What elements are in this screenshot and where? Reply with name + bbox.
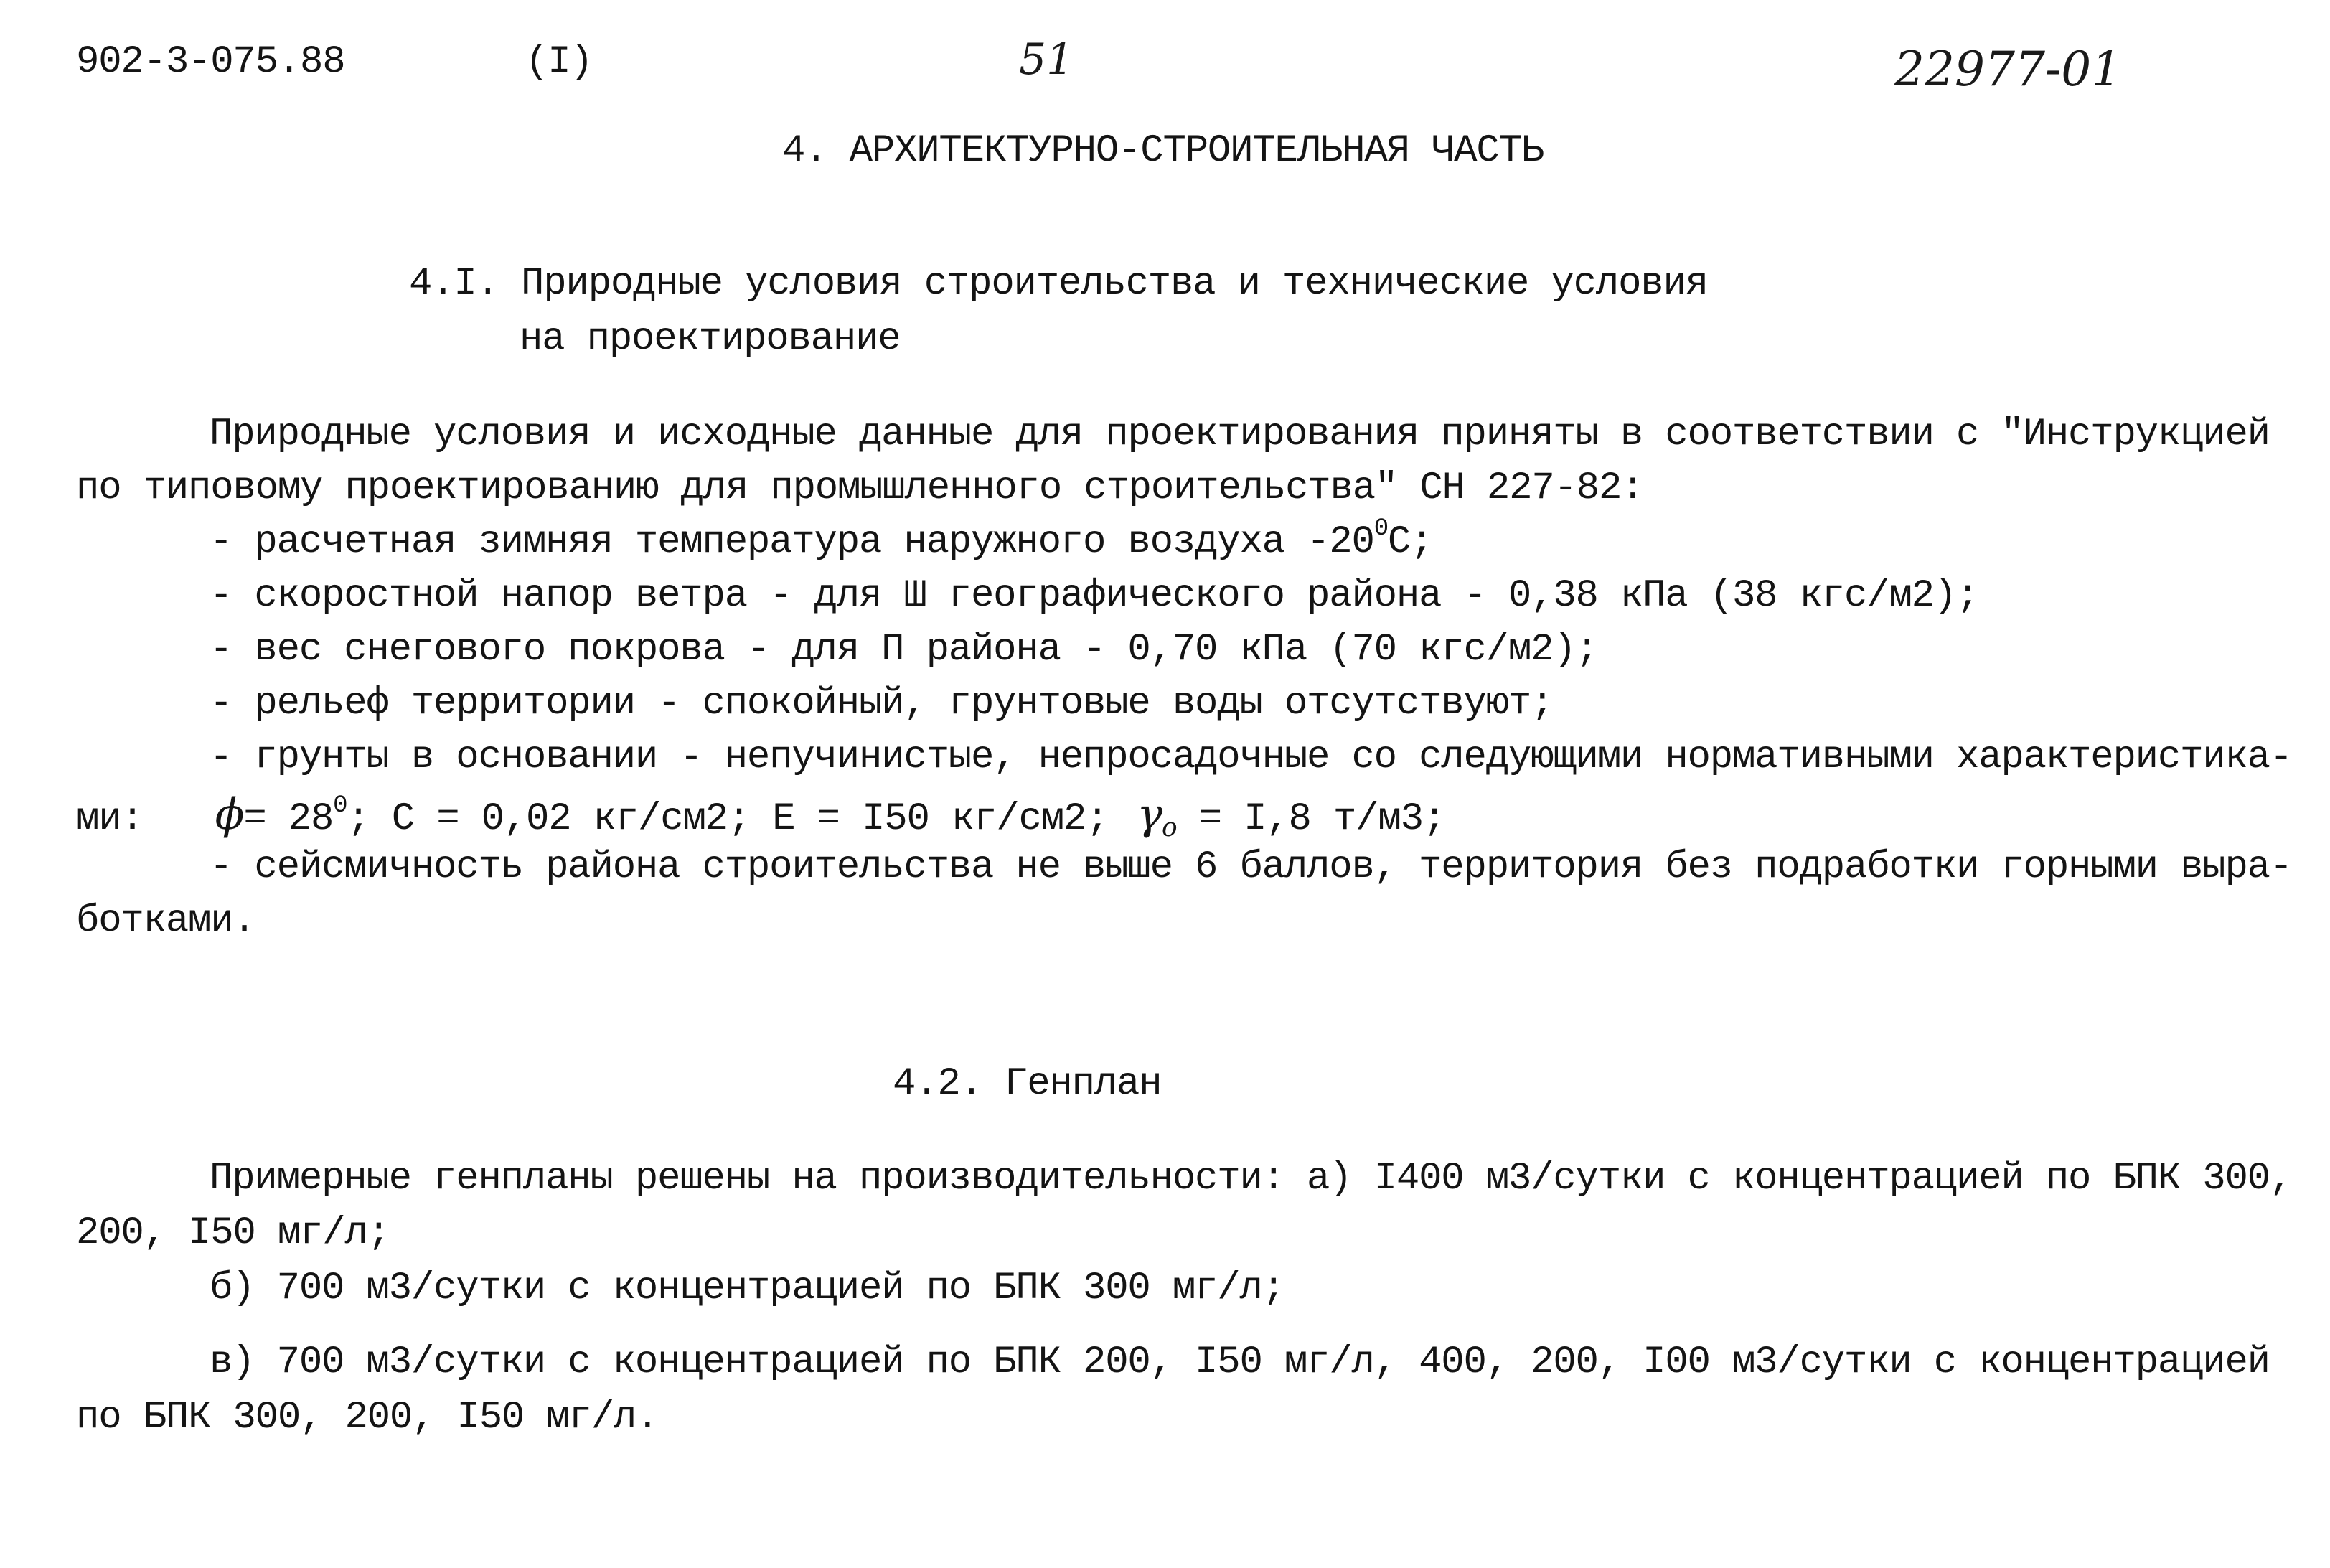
degree-mark: 0 (1373, 515, 1388, 543)
intro-line2: по типовому проектированию для промышленного строительства" СН 227-82: (76, 466, 1644, 510)
soil-parameters: ; С = 0,02 кг/см2; Е = I50 кг/см2; (347, 797, 1109, 841)
item-soils-prefix: ми: (76, 797, 144, 841)
subsection-4-2-title: 4.2. Генплан (893, 1062, 1162, 1106)
genplan-para-a-line1: Примерные генпланы решены на производительности: а) I400 м3/сутки с концентрацией по БПК 300, (210, 1157, 2293, 1201)
phi-symbol: ϕ (215, 789, 244, 840)
gamma-symbol (1137, 789, 1176, 840)
section-title: 4. АРХИТЕКТУРНО-СТРОИТЕЛЬНАЯ ЧАСТЬ (782, 129, 1544, 173)
item-seismic-line1: - сейсмичность района строительства не выше 6 баллов, территория без подработки горными выра- (210, 845, 2293, 889)
item-soils-line2 (76, 789, 1445, 842)
item-soils-line1: - грунты в основании - непучинистые, непросадочные со следующими нормативными характеристика- (210, 736, 2293, 779)
item-snow-load: - вес снегового покрова - для П района - 0,70 кПа (70 кгс/м2); (210, 628, 1598, 672)
genplan-para-a-line2: 200, I50 мг/л; (76, 1211, 390, 1255)
page-number: 51 (1019, 34, 1074, 85)
item-winter-temperature-text: - расчетная зимняя температура наружного воздуха -20 (210, 520, 1374, 564)
item-relief: - рельеф территории - спокойный, грунтовые воды отсутствуют; (210, 682, 1554, 726)
item-seismic-line2: ботками. (76, 899, 255, 943)
item-winter-temperature-tail: С; (1387, 520, 1433, 564)
genplan-para-c-line2: по БПК 300, 200, I50 мг/л. (76, 1396, 659, 1440)
subsection-4-1-title-line2: на проектирование (520, 317, 901, 361)
gamma-letter: γ (1137, 789, 1162, 840)
gamma-value: = I,8 т/м3; (1176, 797, 1445, 841)
item-wind-pressure: - скоростной напор ветра - для Ш географического района - 0,38 кПа (38 кгс/м2); (210, 574, 1979, 618)
genplan-para-c-line1: в) 700 м3/сутки с концентрацией по БПК 200, I50 мг/л, 400, 200, I00 м3/сутки с концентрацией (210, 1341, 2270, 1384)
gamma-subscript: o (1162, 813, 1177, 842)
doc-code: 902-3-075.88 (76, 40, 345, 84)
subsection-4-1-title-line1: 4.I. Природные условия строительства и технические условия (409, 262, 1708, 306)
genplan-para-b: б) 700 м3/сутки с концентрацией по БПК 300 мг/л; (210, 1267, 1284, 1310)
intro-line1: Природные условия и исходные данные для проектирования приняты в соответствии с "Инструкцией (210, 413, 2270, 456)
doc-part: (I) (525, 40, 593, 84)
doc-number: 22977-01 (1894, 42, 2122, 97)
item-winter-temperature (210, 515, 1433, 564)
phi-degree-mark: 0 (333, 792, 347, 820)
phi-value: = 28 (243, 797, 334, 841)
